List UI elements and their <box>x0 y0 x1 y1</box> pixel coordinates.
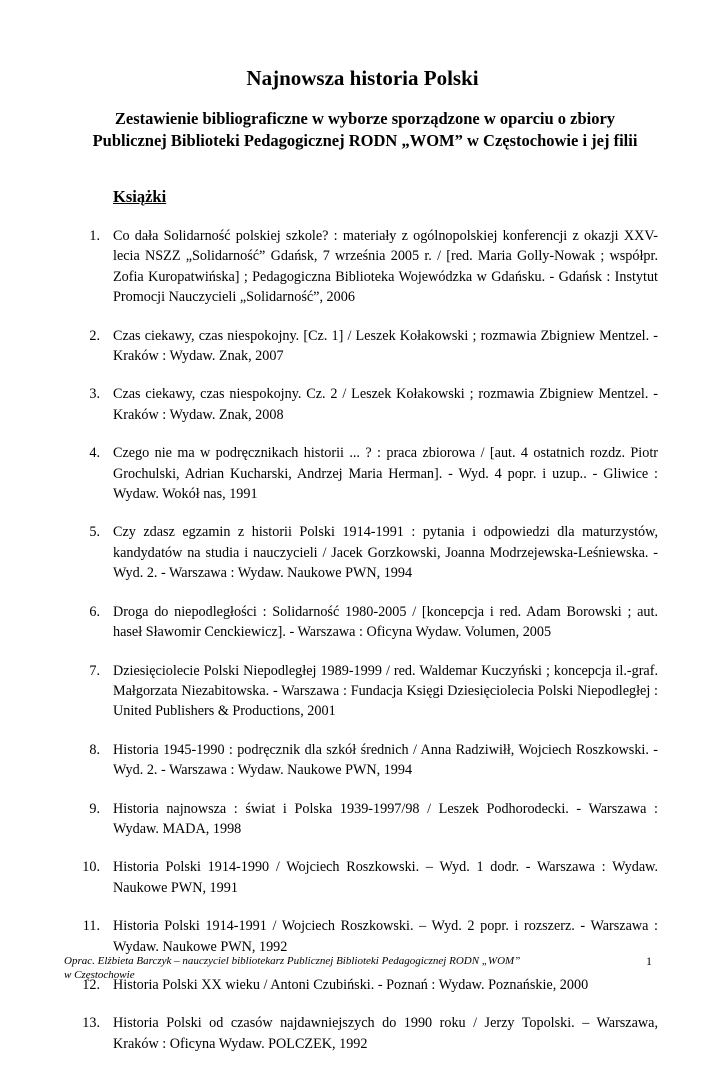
entry-text: Czas ciekawy, czas niespokojny. Cz. 2 / Leszek Kołakowski ; rozmawia Zbigniew Mentzel. - Kraków : Wydaw. Znak, 2008 <box>113 386 658 423</box>
entry-text: Droga do niepodległości : Solidarność 1980-2005 / [koncepcja i red. Adam Borowski ; aut. haseł Sławomir Cenckiewicz]. - Warszawa : Oficyna Wydaw. Volumen, 2005 <box>113 603 658 641</box>
document-title: Najnowsza historia Polski <box>246 66 479 90</box>
page-footer <box>64 954 594 982</box>
document-subtitle <box>70 108 660 152</box>
entry-text: Historia 1945-1990 : podręcznik dla szkół średnich / Anna Radziwiłł, Wojciech Roszkowski. - Wyd. 2. - Warszawa : Wydaw. Naukowe PWN, 1994 <box>113 741 658 779</box>
entry-number: 11. <box>82 918 100 935</box>
list-item <box>78 857 658 898</box>
entry-number: 8. <box>89 741 100 758</box>
entry-number: 7. <box>89 662 100 679</box>
entry-text: Historia Polski 1914-1991 / Wojciech Roszkowski. – Wyd. 2 popr. i rozszerz. - Warszawa : Wydaw. Naukowe PWN, 1992 <box>113 918 658 955</box>
entry-number: 12. <box>82 976 100 993</box>
list-item <box>78 384 658 425</box>
list-item <box>78 916 658 957</box>
list-item <box>78 602 658 643</box>
page-number: 1 <box>646 954 652 968</box>
entry-text: Czas ciekawy, czas niespokojny. [Cz. 1] / Leszek Kołakowski ; rozmawia Zbigniew Mentzel. - Kraków : Wydaw. Znak, 2007 <box>113 327 658 365</box>
list-item <box>78 443 658 504</box>
entry-text: Czego nie ma w podręcznikach historii ... ? : praca zbiorowa / [aut. 4 ostatnich rozdz. Piotr Grochulski, Adrian Kucharski, Andrzej Maria Herman]. - Wyd. 4 popr. i uzup.. - Gliwice : Wydaw. Wokół nas, 1991 <box>113 445 658 503</box>
entry-text: Historia najnowsza : świat i Polska 1939-1997/98 / Leszek Podhorodecki. - Warszawa : Wydaw. MADA, 1998 <box>113 800 658 837</box>
list-item <box>78 226 658 308</box>
entry-number: 6. <box>89 603 100 620</box>
entry-number: 3. <box>89 386 100 403</box>
bibliography-list <box>78 226 658 1072</box>
footer-line-1: Oprac. Elżbieta Barczyk – nauczyciel bibliotekarz Publicznej Biblioteki Pedagogicznej RODN „WOM” <box>64 955 521 967</box>
entry-text: Historia Polski od czasów najdawniejszych do 1990 roku / Jerzy Topolski. – Warszawa, Kraków : Oficyna Wydaw. POLCZEK, 1992 <box>113 1015 658 1052</box>
entry-number: 4. <box>89 445 100 462</box>
list-item <box>78 799 658 840</box>
entry-text: Historia Polski XX wieku / Antoni Czubiński. - Poznań : Wydaw. Poznańskie, 2000 <box>113 976 589 993</box>
entry-text: Dziesięciolecie Polski Niepodległej 1989-1999 / red. Waldemar Kuczyński ; koncepcja il.-graf. Małgorzata Niezabitowska. - Warszawa : Fundacja Księgi Dziesięciolecia Polski Niepodległej : United Publishers & Productions, 2001 <box>113 662 658 720</box>
subtitle-line-2: Publicznej Biblioteki Pedagogicznej RODN „WOM” w Częstochowie i jej filii <box>92 131 638 150</box>
list-item <box>78 522 658 583</box>
list-item <box>78 740 658 781</box>
entry-text: Co dała Solidarność polskiej szkole? : materiały z ogólnopolskiej konferencji z okazji XXV-lecia NSZZ „Solidarność” Gdańsk, 7 września 2005 r. / [red. Maria Golly-Nowak ; współpr. Zofia Kuropatwińska] ; Pedagogiczna Biblioteka Wojewódzka w Gdańsku. - Gdańsk : Instytut Promocji Nauczycieli „Solidarność”, 2006 <box>113 228 658 306</box>
entry-number: 9. <box>89 800 100 817</box>
subtitle-line-1: Zestawienie bibliograficzne w wyborze sporządzone w oparciu o zbiory <box>114 109 616 128</box>
list-item <box>78 661 658 722</box>
entry-number: 10. <box>82 859 100 876</box>
entry-text: Historia Polski 1914-1990 / Wojciech Roszkowski. – Wyd. 1 dodr. - Warszawa : Wydaw. Naukowe PWN, 1991 <box>113 859 658 896</box>
footer-line-2: w Częstochowie <box>64 969 135 981</box>
entry-text: Czy zdasz egzamin z historii Polski 1914-1991 : pytania i odpowiedzi dla maturzystów, kandydatów na studia i nauczycieli / Jacek Gorzkowski, Joanna Modrzejewska-Leśniewska. - Wyd. 2. - Warszawa : Wydaw. Naukowe PWN, 1994 <box>113 524 658 582</box>
entry-number: 1. <box>89 228 100 244</box>
list-item <box>78 326 658 367</box>
section-heading: Książki <box>113 187 167 206</box>
entry-number: 5. <box>89 524 100 541</box>
entry-number: 2. <box>89 327 100 344</box>
entry-number: 13. <box>82 1015 100 1032</box>
list-item <box>78 1013 658 1054</box>
